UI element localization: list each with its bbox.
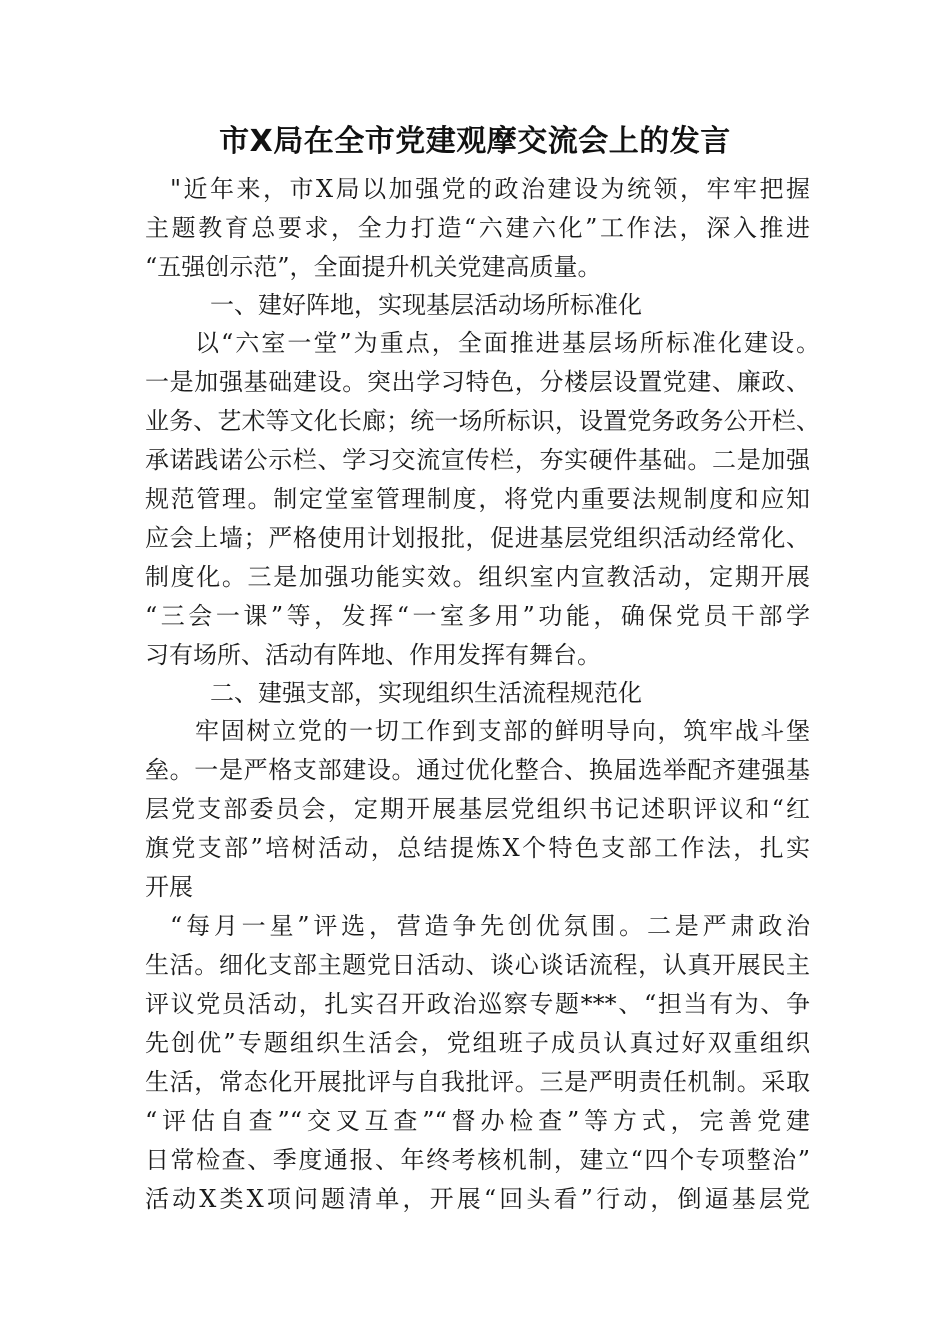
paragraph-line: "近年来，市X局以加强党的政治建设为统领，牢牢把握	[170, 175, 810, 203]
paragraph-line: “五强创示范”，全面提升机关党建高质量。	[145, 253, 602, 281]
section-heading: 二、建强支部，实现组织生活流程规范化	[210, 679, 642, 707]
paragraph-line: 承诺践诺公示栏、学习交流宣传栏，夯实硬件基础。二是加强	[145, 446, 810, 474]
paragraph-line: “评估自查”“交叉互查”“督办检查”等方式，完善党建	[145, 1107, 810, 1135]
paragraph-line: 应会上墙；严格使用计划报批，促进基层党组织活动经常化、	[145, 524, 810, 552]
paragraph-line: 业务、艺术等文化长廊；统一场所标识，设置党务政务公开栏、	[145, 407, 820, 435]
paragraph-line: 活动X类X项问题清单，开展“回头看”行动，倒逼基层党	[145, 1185, 810, 1213]
paragraph-line: 一是加强基础建设。突出学习特色，分楼层设置党建、廉政、	[145, 368, 810, 396]
paragraph-line: 主题教育总要求，全力打造“六建六化”工作法，深入推进	[145, 214, 810, 242]
document-title: 市X局在全市党建观摩交流会上的发言	[219, 124, 731, 159]
paragraph-line: 日常检查、季度通报、年终考核机制，建立“四个专项整治”	[145, 1146, 810, 1174]
section-heading: 一、建好阵地，实现基层活动场所标准化	[210, 291, 642, 319]
paragraph-line: 牢固树立党的一切工作到支部的鲜明导向，筑牢战斗堡	[195, 717, 810, 745]
paragraph-line: 评议党员活动，扎实召开政治巡察专题***、“担当有为、争	[145, 990, 810, 1018]
paragraph-line: 生活，常态化开展批评与自我批评。三是严明责任机制。采取	[145, 1068, 810, 1096]
paragraph-line: 生活。细化支部主题党日活动、谈心谈话流程，认真开展民主	[145, 951, 810, 979]
paragraph-line: 旗党支部”培树活动，总结提炼X个特色支部工作法，扎实	[145, 834, 810, 862]
paragraph-line: 先创优”专题组织生活会，党组班子成员认真过好双重组织	[145, 1029, 810, 1057]
paragraph-line: 层党支部委员会，定期开展基层党组织书记述职评议和“红	[145, 795, 810, 823]
paragraph-line: 垒。一是严格支部建设。通过优化整合、换届选举配齐建强基	[145, 756, 810, 784]
paragraph-line: 以“六室一堂”为重点，全面推进基层场所标准化建设。	[195, 329, 820, 357]
paragraph-line: 习有场所、活动有阵地、作用发挥有舞台。	[145, 641, 601, 669]
paragraph-line: 规范管理。制定堂室管理制度，将党内重要法规制度和应知	[145, 485, 810, 513]
paragraph-line: 开展	[145, 873, 193, 901]
paragraph-line: “三会一课”等，发挥“一室多用”功能，确保党员干部学	[145, 602, 810, 630]
paragraph-line: “每月一星”评选，营造争先创优氛围。二是严肃政治	[170, 912, 810, 940]
paragraph-line: 制度化。三是加强功能实效。组织室内宣教活动，定期开展	[145, 563, 810, 591]
